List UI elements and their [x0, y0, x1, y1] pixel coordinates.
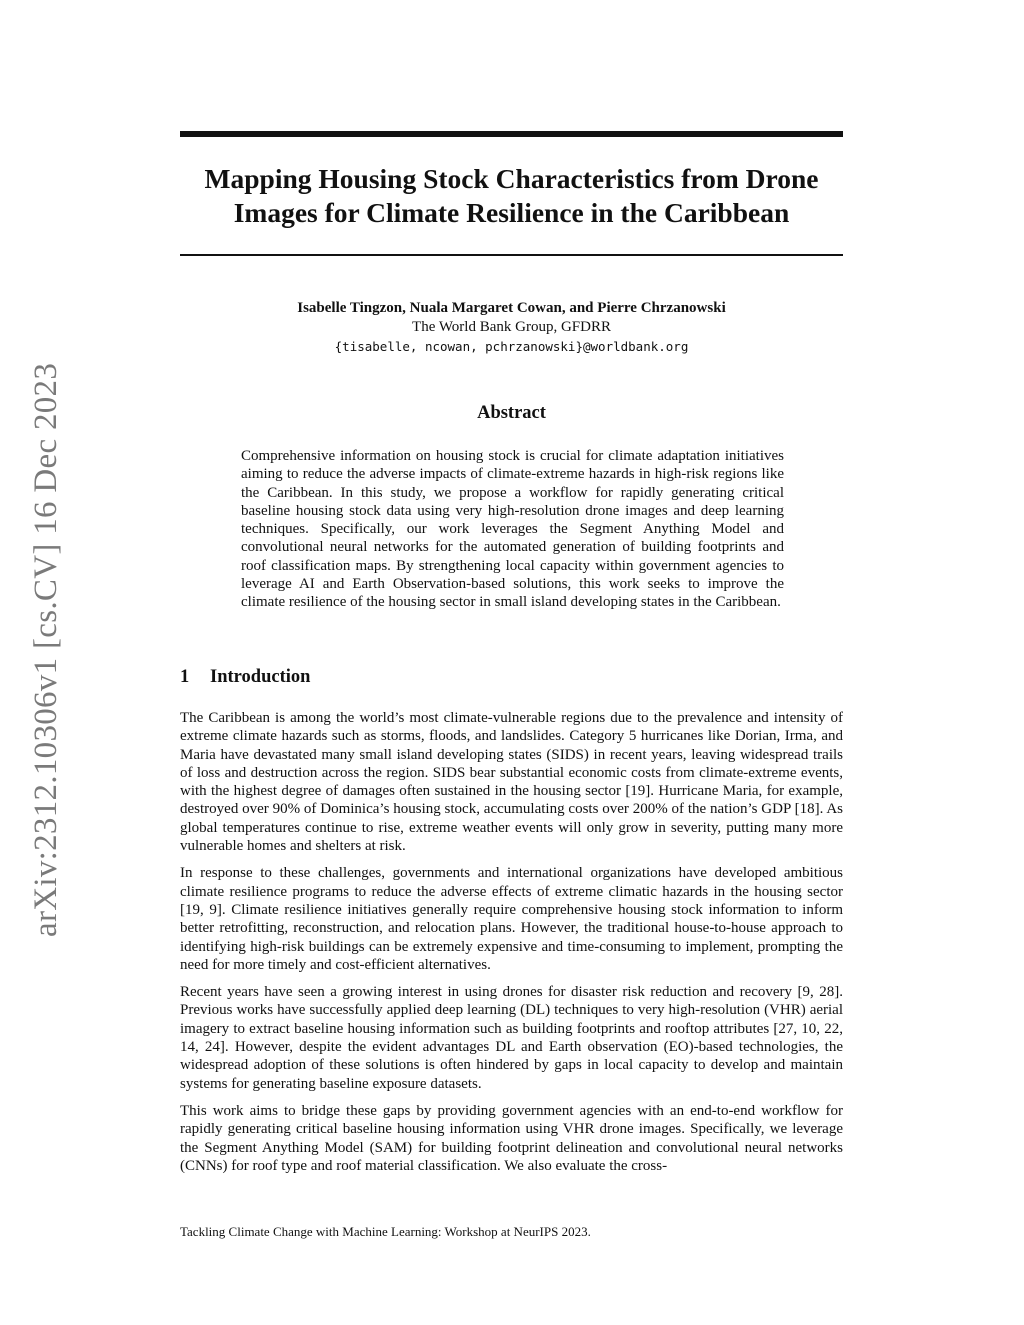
- author-names: Isabelle Tingzon, Nuala Margaret Cowan, and Pierre Chrzanowski: [297, 300, 726, 316]
- author-email: {tisabelle, ncowan, pchrzanowski}@worldbank.org: [334, 339, 689, 354]
- section-title: Introduction: [210, 667, 311, 687]
- abstract-body: Comprehensive information on housing stock is crucial for climate adaptation initiatives aiming to reduce the adverse impacts of climate-extreme hazards in high-risk regions like the Caribbean. In this study, we propose a workflow for rapidly generating critical baseline housing stock data using very high-resolution drone images and deep learning techniques. Specifically, our work leverages the Segment Anything Model and convolutional neural networks for the automated generation of building footprints and roof classification maps. By strengthening local capacity within government agencies to leverage AI and Earth Observation-based solutions, this work seeks to improve the climate resilience of the housing sector in small island developing states in the Caribbean.: [241, 448, 784, 611]
- section-heading: [180, 667, 310, 688]
- page-footer: Tackling Climate Change with Machine Learning: Workshop at NeurIPS 2023.: [180, 1224, 591, 1239]
- section-body: [180, 709, 843, 1184]
- paragraph: In response to these challenges, governments and international organizations have developed ambitious climate resilience programs to reduce the adverse effects of extreme climatic hazards in the housing sector [19, 9]. Climate resilience initiatives generally require comprehensive housing stock information to inform better retrofitting, reconstruction, and relocation plans. However, the traditional house-to-house approach to identifying high-risk buildings can be extremely expensive and time-consuming to implement, prompting the need for more timely and cost-efficient alternatives.: [180, 865, 843, 973]
- abstract-heading: Abstract: [477, 403, 546, 423]
- author-block: [180, 299, 843, 356]
- section-number: 1: [180, 667, 190, 687]
- paper-title: Mapping Housing Stock Characteristics from Drone Images for Climate Resilience in the Caribbean: [204, 163, 819, 228]
- arxiv-stamp: arXiv:2312.10306v1 [cs.CV] 16 Dec 2023: [28, 362, 64, 937]
- title-rule-bottom: [180, 254, 843, 256]
- paragraph: Recent years have seen a growing interest in using drones for disaster risk reduction and recovery [9, 28]. Previous works have successfully applied deep learning (DL) techniques to very high-resolution (VHR) aerial imagery to extract baseline housing information such as building footprints and rooftop attributes [27, 10, 22, 14, 24]. However, despite the evident advantages DL and Earth observation (EO)-based technologies, the widespread adoption of these solutions is often hindered by gaps in local capacity to develop and maintain systems for generating baseline exposure datasets.: [180, 984, 843, 1092]
- paragraph: This work aims to bridge these gaps by providing government agencies with an end-to-end workflow for rapidly generating critical baseline housing information using VHR drone images. Specifically, we leverage the Segment Anything Model (SAM) for building footprint delineation and convolutional neural networks (CNNs) for roof type and roof material classification. We also evaluate the cross-: [180, 1102, 843, 1174]
- paragraph: The Caribbean is among the world’s most climate-vulnerable regions due to the prevalence and intensity of extreme climate hazards such as storms, floods, and landslides. Category 5 hurricanes like Dorian, Irma, and Maria have devastated many small island developing states (SIDS) in recent years, leaving widespread trails of loss and destruction across the region. SIDS bear substantial economic costs from climate-extreme events, with the highest degree of damages often sustained in the housing sector [19]. Hurricane Maria, for example, destroyed over 90% of Dominica’s housing stock, accumulating costs over 200% of the nation’s GDP [18]. As global temperatures continue to rise, extreme weather events will only grow in severity, putting many more vulnerable homes and shelters at risk.: [180, 710, 843, 855]
- title-rule-top: [180, 131, 843, 137]
- author-affiliation: The World Bank Group, GFDRR: [412, 319, 611, 335]
